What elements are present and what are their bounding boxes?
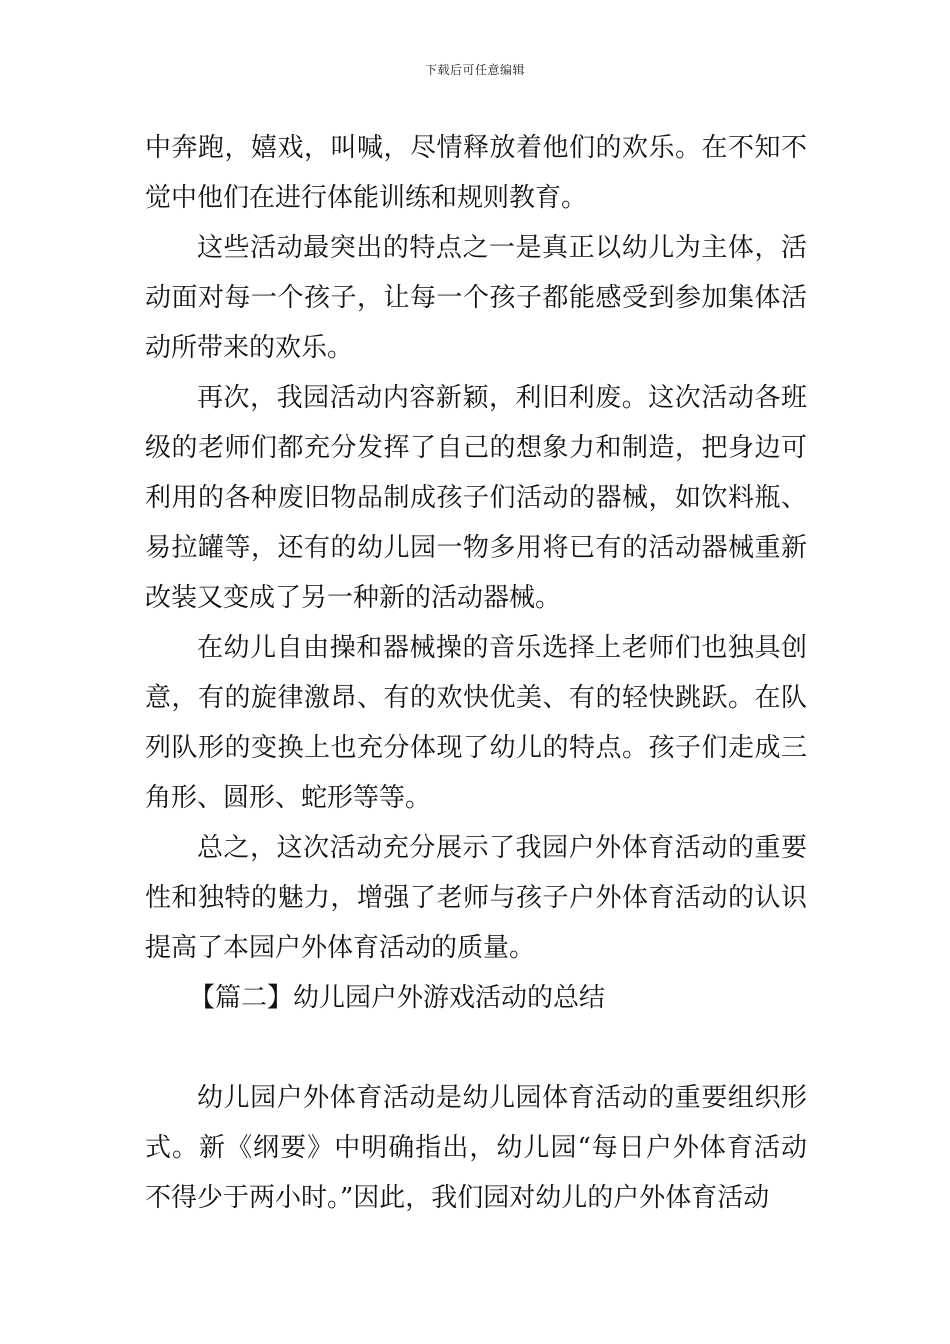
blank-line: [145, 1023, 807, 1073]
page-header-note: 下载后可任意编辑: [424, 63, 525, 77]
paragraph-3: 再次，我园活动内容新颖，利旧利废。这次活动各班级的老师们都充分发挥了自己的想象力和制造，把身边可利用的各种废旧物品制成孩子们活动的器械，如饮料瓶、易拉罐等，还有的幼儿园一物多用将已有的活动器械重新改装又变成了另一种新的活动器械。: [145, 383, 807, 613]
section-heading: 【篇二】幼儿园户外游戏活动的总结: [189, 983, 606, 1013]
paragraph-5: 总之，这次活动充分展示了我园户外体育活动的重要性和独特的魅力，增强了老师与孩子户外体育活动的认识提高了本园户外体育活动的质量。: [145, 833, 807, 963]
document-body: [145, 123, 807, 1223]
paragraph-2: 这些活动最突出的特点之一是真正以幼儿为主体，活动面对每一个孩子，让每一个孩子都能感受到参加集体活动所带来的欢乐。: [145, 233, 807, 363]
paragraph-6: 幼儿园户外体育活动是幼儿园体育活动的重要组织形式。新《纲要》中明确指出，幼儿园“每日户外体育活动不得少于两小时。”因此，我们园对幼儿的户外体育活动: [145, 1083, 807, 1213]
paragraph-4: 在幼儿自由操和器械操的音乐选择上老师们也独具创意，有的旋律激昂、有的欢快优美、有的轻快跳跃。在队列队形的变换上也充分体现了幼儿的特点。孩子们走成三角形、圆形、蛇形等等。: [145, 633, 807, 813]
paragraph-1: 中奔跑，嬉戏，叫喊，尽情释放着他们的欢乐。在不知不觉中他们在进行体能训练和规则教育。: [145, 133, 807, 213]
